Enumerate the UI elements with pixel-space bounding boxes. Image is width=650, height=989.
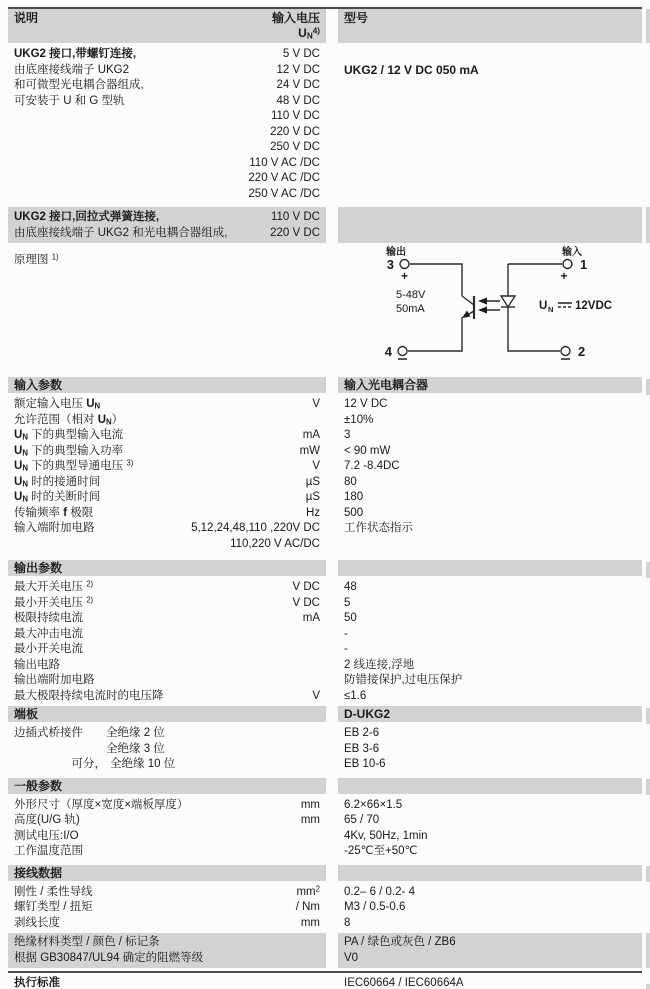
- param-row: [8, 397, 326, 413]
- param-value-row: [338, 596, 642, 612]
- param-unit: V: [312, 460, 320, 472]
- wiring-data-header: [8, 865, 642, 881]
- endplate-row-label: 全绝缘 2 位: [106, 727, 165, 739]
- input-label: 输入: [562, 247, 582, 258]
- endplate-row-prefix: [14, 742, 106, 758]
- output-params-title: 输出参数: [8, 560, 326, 576]
- param-value: M3 / 0.5-0.6: [344, 901, 406, 913]
- param-unit: mm: [300, 814, 320, 826]
- variant-row: [8, 156, 326, 172]
- endplate-rows: [8, 726, 642, 773]
- variant-description: 可安装于 U 和 G 型轨: [14, 94, 125, 107]
- variant-row: [8, 47, 326, 63]
- model-header-label: 型号: [344, 11, 369, 25]
- param-value: 5: [344, 596, 351, 609]
- general-params-left: [8, 798, 326, 860]
- param-unit: V: [312, 398, 320, 410]
- input-params-title: 输入参数: [8, 377, 326, 393]
- param-value: 65 / 70: [344, 814, 380, 826]
- input-params-header: [8, 377, 642, 393]
- param-label: 最大开关电压 $^{2)}$: [14, 579, 94, 593]
- table-edge-fragment: [646, 379, 650, 395]
- spring-variant-section: [8, 207, 642, 243]
- variant-voltage: 24 V DC: [276, 79, 320, 91]
- param-value-row: [338, 916, 642, 932]
- insulation-values: [338, 933, 642, 968]
- table-edge-fragment: [646, 207, 650, 243]
- general-params-right-title: [338, 778, 642, 794]
- table-edge-fragment: [646, 9, 650, 43]
- param-row: [8, 673, 326, 689]
- param-value-row: [338, 521, 642, 537]
- wiring-data-values: [338, 885, 642, 932]
- param-label: 允许范围（相对 $U_N$）: [14, 413, 124, 427]
- param-value: 180: [344, 491, 364, 503]
- endplate-row: [8, 757, 326, 773]
- param-unit: µS: [305, 475, 320, 488]
- param-value-row: [338, 537, 642, 553]
- output-params-right-title: [338, 560, 642, 576]
- variant-row: [8, 140, 326, 156]
- param-value-row: [338, 580, 642, 596]
- standards-value-row: [338, 973, 642, 989]
- input-params-left: [8, 397, 326, 552]
- param-unit: mA: [302, 429, 320, 441]
- param-value-row: [338, 900, 642, 916]
- standards-title-row: [8, 973, 326, 989]
- param-unit: mm: [300, 916, 320, 929]
- param-value: -: [344, 643, 348, 655]
- variant-voltage: 220 V AC /DC: [248, 172, 320, 184]
- input-voltage-header-line2: $U_N^{4)}$: [298, 26, 320, 41]
- variant-row: [8, 78, 326, 94]
- endplate-row-label: 全绝缘 3 位: [106, 742, 165, 755]
- param-value-row: [338, 642, 642, 658]
- param-row: [8, 459, 326, 475]
- param-unit: mW: [299, 444, 320, 457]
- variant-voltage: 250 V DC: [270, 141, 320, 153]
- param-label: 最大极限持续电流时的电压降: [14, 689, 164, 702]
- param-label: 外形尺寸（厚度×宽度×端板厚度）: [14, 798, 189, 811]
- param-unit: µS: [305, 491, 320, 503]
- variant-description: 由底座接线端子 UKG2 和光电耦合器组成,: [14, 227, 228, 239]
- wiring-data-right-title: [338, 865, 642, 881]
- param-value: 48: [344, 581, 357, 593]
- param-value: EB 2-6: [344, 727, 380, 739]
- param-unit: V DC: [292, 596, 320, 609]
- variant-row: [8, 209, 326, 225]
- description-header-label: 说明: [14, 11, 39, 25]
- param-value-row: [338, 658, 642, 674]
- spring-variant-rows: [8, 207, 326, 243]
- param-value: 4Kv, 50Hz, 1min: [344, 829, 428, 842]
- insulation-label-row: [8, 935, 326, 951]
- table-edge-fragment: [646, 708, 650, 724]
- variant-description: 由底座接线端子 UKG2: [14, 63, 130, 76]
- insulation-value-row: [338, 935, 642, 951]
- variant-voltage: 12 V DC: [276, 63, 320, 76]
- param-label: 螺钉类型 / 扭矩: [14, 901, 93, 913]
- param-unit: V DC: [292, 581, 320, 593]
- variant-voltage: 110 V DC: [270, 110, 320, 122]
- input-params-rows: [8, 397, 642, 552]
- param-value-row: [338, 742, 642, 758]
- param-label: $U_N$ 时的接通时间: [14, 475, 101, 489]
- endplate-row-prefix: 可分，: [71, 758, 106, 770]
- input-params-right-title: 输入光电耦合器: [338, 377, 642, 393]
- param-label: $U_N$ 下的典型输入电流: [14, 429, 124, 442]
- endplate-header: [8, 706, 642, 722]
- insulation-label: 绝缘材料类型 / 颜色 / 标记条: [14, 936, 160, 948]
- description-header-bar: [8, 9, 326, 43]
- endplate-row-prefix: 边插式桥接件: [14, 727, 83, 739]
- output-params-rows: [8, 580, 642, 704]
- param-value: 8: [344, 916, 351, 929]
- pin-4-label: 4: [384, 344, 392, 359]
- param-unit: 110,220 V AC/DC: [230, 537, 320, 550]
- param-value-row: [338, 413, 642, 429]
- param-row: [8, 413, 326, 429]
- spring-variant-right-block: [338, 207, 642, 243]
- param-value-row: [338, 611, 642, 627]
- screw-variant-rows: [8, 47, 326, 202]
- param-row: [8, 444, 326, 460]
- output-params-header: [8, 560, 642, 576]
- param-label: 高度(U/G 轨): [14, 814, 80, 826]
- param-label: $U_N$ 下的典型导通电压 $^{3)}$: [14, 458, 134, 473]
- insulation-value: V0: [344, 951, 359, 964]
- input-params-values: [338, 397, 642, 552]
- endplate-right-title: D-UKG2: [338, 706, 642, 722]
- param-label: 额定输入电压 $U_N$: [14, 398, 101, 411]
- param-label: 极限持续电流: [14, 612, 83, 624]
- param-value-row: [338, 813, 642, 829]
- wiring-data-rows: [8, 885, 642, 932]
- un-symbol: U: [539, 300, 548, 312]
- param-value: ±10%: [344, 413, 374, 426]
- param-value: -: [344, 627, 348, 640]
- param-row: [8, 596, 326, 612]
- param-row: [8, 689, 326, 705]
- param-value: 7.2 -8.4DC: [344, 460, 400, 472]
- pin-2-label: 2: [578, 344, 586, 359]
- current-label: 50mA: [396, 303, 425, 315]
- endplate-values: [338, 726, 642, 773]
- param-row: [8, 475, 326, 491]
- param-value: < 90 mW: [344, 444, 391, 457]
- param-row: [8, 813, 326, 829]
- variant-row: [8, 187, 326, 203]
- param-row: [8, 916, 326, 932]
- un-value: 12VDC: [575, 300, 613, 312]
- variant-row: [8, 125, 326, 141]
- insulation-section: [8, 933, 642, 968]
- wiring-data-title: 接线数据: [8, 865, 326, 881]
- pin-1-label: 1: [580, 257, 588, 272]
- model-header-bar: [338, 9, 642, 43]
- variant-voltage: 5 V DC: [282, 48, 320, 60]
- variant-description: 和可微型光电耦合器组成,: [14, 79, 144, 91]
- table-edge-fragment: [646, 933, 650, 968]
- param-unit: 5,12,24,48,110 ,220V DC: [191, 522, 320, 534]
- param-row: [8, 844, 326, 860]
- param-value: 50: [344, 612, 357, 624]
- param-row: [8, 829, 326, 845]
- schematic-section: [8, 245, 642, 377]
- variant-voltage: 220 V DC: [270, 227, 320, 239]
- insulation-value-row: [338, 951, 642, 967]
- param-value-row: [338, 844, 642, 860]
- variant-row: [8, 171, 326, 187]
- param-row: [8, 490, 326, 506]
- param-value-row: [338, 673, 642, 689]
- param-row: [8, 428, 326, 444]
- table-header: [8, 9, 642, 43]
- variant-description: UKG2 接口,带螺钉连接,: [14, 48, 137, 60]
- variant-row: [8, 94, 326, 110]
- insulation-label-row: [8, 951, 326, 967]
- output-params-values: [338, 580, 642, 704]
- output-label: 输出: [386, 247, 406, 258]
- input-voltage-header-line1: 输入电压: [271, 11, 320, 25]
- wiring-data-left: [8, 885, 326, 932]
- param-row: [8, 658, 326, 674]
- variant-voltage: 250 V AC /DC: [248, 187, 320, 200]
- insulation-value: PA / 绿色或灰色 / ZB6: [344, 936, 456, 948]
- pin-3-label: 3: [386, 257, 394, 272]
- param-label: 输出电路: [14, 658, 60, 671]
- param-value: 12 V DC: [344, 398, 388, 410]
- variant-description: UKG2 接口,回拉式弹簧连接,: [14, 211, 160, 223]
- endplate-row: [8, 726, 326, 742]
- param-value-row: [338, 506, 642, 522]
- param-row: [8, 642, 326, 658]
- standards-value: IEC60664 / IEC60664A: [344, 977, 464, 989]
- param-row: [8, 506, 326, 522]
- variant-row: [8, 109, 326, 125]
- table-edge-fragment: [646, 779, 650, 795]
- endplate-left: [8, 726, 326, 773]
- standards-title: 执行标准: [14, 977, 60, 989]
- param-row: [8, 798, 326, 814]
- table-edge-fragment: [646, 866, 650, 882]
- param-label: 剥线长度: [14, 916, 60, 929]
- param-value-row: [338, 475, 642, 491]
- param-label: $U_N$ 时的关断时间: [14, 491, 101, 504]
- variant-voltage: 48 V DC: [276, 94, 320, 107]
- insulation-label: 根据 GB30847/UL94 确定的阻燃等级: [14, 951, 204, 964]
- param-unit: mm: [300, 798, 320, 811]
- input-voltage-header: [272, 11, 320, 41]
- param-value: 2 线连接,浮地: [344, 658, 415, 671]
- un-subscript: N: [548, 305, 554, 314]
- table-edge-fragment: [646, 562, 650, 578]
- param-value-row: [338, 397, 642, 413]
- param-label: 传输频率 f 极限: [14, 506, 94, 519]
- param-value: 0.2– 6 / 0.2- 4: [344, 885, 415, 898]
- param-value: EB 10-6: [344, 758, 386, 770]
- param-label: 工作温度范围: [14, 845, 83, 857]
- param-row: [8, 885, 326, 901]
- param-value-row: [338, 444, 642, 460]
- variant-voltage: 110 V AC /DC: [249, 156, 320, 169]
- plus-mark-left: +: [400, 269, 409, 283]
- param-row: [8, 521, 326, 537]
- param-label: 输出端附加电路: [14, 674, 95, 686]
- schematic-caption: 原理图 $^{1)}$: [14, 252, 59, 266]
- param-unit: $mm^2$: [296, 883, 320, 898]
- param-row: [8, 611, 326, 627]
- param-unit: / Nm: [295, 901, 320, 913]
- voltage-range-label: 5-48V: [396, 289, 426, 301]
- param-unit: V: [312, 689, 320, 702]
- endplate-row: [8, 742, 326, 758]
- param-value: 6.2×66×1.5: [344, 798, 403, 811]
- param-value: 防错接保护,过电压保护: [344, 674, 463, 686]
- param-value: ≤1.6: [344, 689, 367, 702]
- model-number: UKG2 / 12 V DC 050 mA: [344, 63, 479, 77]
- param-value-row: [338, 829, 642, 845]
- param-value-row: [338, 689, 642, 705]
- param-value-row: [338, 885, 642, 901]
- general-params-header: [8, 778, 642, 794]
- param-value: 500: [344, 506, 364, 519]
- param-label: 最小开关电流: [14, 643, 83, 655]
- general-params-title: 一般参数: [8, 778, 326, 794]
- param-row: [8, 627, 326, 643]
- schematic-diagram: [338, 245, 642, 382]
- param-value: -25℃至+50℃: [344, 845, 418, 857]
- param-value-row: [338, 459, 642, 475]
- param-value: 工作状态指示: [344, 522, 413, 534]
- screw-variant-section: [8, 47, 642, 202]
- param-value: EB 3-6: [344, 742, 380, 755]
- general-params-values: [338, 798, 642, 860]
- param-label: $U_N$ 下的典型输入功率: [14, 444, 124, 458]
- param-value-row: [338, 490, 642, 506]
- param-unit: Hz: [305, 506, 320, 519]
- param-value-row: [338, 798, 642, 814]
- circuit-diagram-svg: [338, 245, 642, 379]
- param-value-row: [338, 428, 642, 444]
- param-label: 最小开关电压 $^{2)}$: [14, 594, 94, 609]
- param-value-row: [338, 757, 642, 773]
- output-params-left: [8, 580, 326, 704]
- variant-voltage: 220 V DC: [270, 125, 320, 138]
- param-label: 最大冲击电流: [14, 627, 83, 640]
- table-edge-fragment: [646, 984, 650, 989]
- endplate-title: 端板: [8, 706, 326, 722]
- param-row: [8, 900, 326, 916]
- param-row: [8, 537, 326, 553]
- endplate-row-label: 全绝缘 10 位: [110, 758, 176, 770]
- param-row: [8, 580, 326, 596]
- param-label: 输入端附加电路: [14, 522, 95, 534]
- plus-mark-right: +: [560, 269, 568, 283]
- param-value-row: [338, 726, 642, 742]
- standards-section: [8, 971, 642, 989]
- param-value: 3: [344, 429, 351, 441]
- general-params-rows: [8, 798, 642, 860]
- param-value: 80: [344, 475, 357, 488]
- variant-voltage: 110 V DC: [270, 211, 320, 223]
- variant-row: [8, 225, 326, 241]
- insulation-labels: [8, 933, 326, 968]
- variant-row: [8, 63, 326, 79]
- param-value-row: [338, 627, 642, 643]
- param-label: 刚性 / 柔性导线: [14, 885, 93, 898]
- param-unit: mA: [302, 612, 320, 624]
- param-label: 测试电压:I/O: [14, 829, 79, 842]
